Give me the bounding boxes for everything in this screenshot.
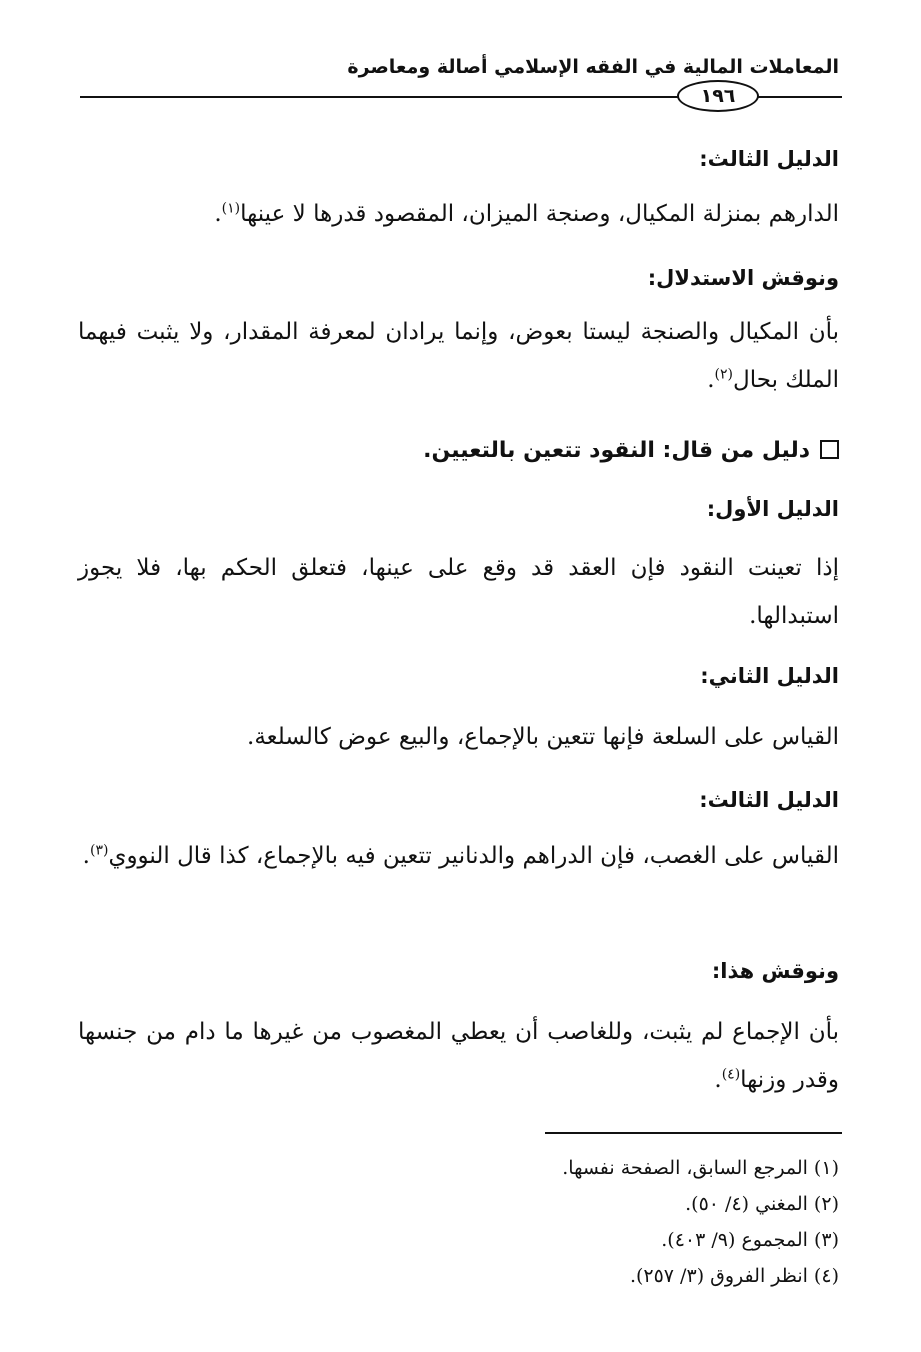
paragraph-text: الدارهم بمنزلة المكيال، وصنجة الميزان، المقصود قدرها لا عينها [240,201,839,227]
heading-discussion-1: ونوقش الاستدلال: [647,266,839,290]
paragraph-text: بأن المكيال والصنجة ليستا بعوض، وإنما يرادان لمعرفة المقدار، ولا يثبت فيهما الملك بحال [78,319,839,393]
paragraph-text: بأن الإجماع لم يثبت، وللغاصب أن يعطي المغصوب من غيرها ما دام من جنسها وقدر وزنها [78,1019,839,1093]
heading-second-evidence: الدليل الثاني: [700,664,839,688]
footnote-ref-3: (٣) [89,842,109,859]
running-title: المعاملات المالية في الفقه الإسلامي أصالة ومعاصرة [347,56,839,78]
section-heading [423,436,839,466]
paragraph-1 [78,190,839,238]
footnote-ref-2: (٢) [714,366,734,383]
paragraph-5 [78,832,839,880]
paragraph-text: القياس على الغصب، فإن الدراهم والدنانير تتعين فيه بالإجماع، كذا قال النووي [108,843,839,869]
heading-discussion-2: ونوقش هذا: [711,959,839,983]
footnote-ref-4: (٤) [721,1066,741,1083]
paragraph-text: إذا تعينت النقود فإن العقد قد وقع على عينها، فتعلق الحكم بها، فلا يجوز استبدالها. [78,555,839,629]
paragraph-tail: . [82,843,90,869]
paragraph-2 [78,308,839,404]
paragraph-3 [78,544,839,640]
footnote-4: (٤) انظر الفروق (٣/ ٢٥٧). [629,1265,839,1287]
footnote-2: (٢) المغني (٤/ ٥٠). [685,1193,839,1215]
page-number: ١٩٦ [677,80,759,112]
heading-third-evidence-2: الدليل الثالث: [699,788,839,812]
footnote-separator [545,1132,842,1134]
footnote-ref-1: (١) [221,200,241,217]
section-heading-text: دليل من قال: النقود تتعين بالتعيين. [423,438,810,463]
paragraph-4 [78,713,839,761]
footnotes [562,1150,839,1294]
paragraph-text: القياس على السلعة فإنها تتعين بالإجماع، والبيع عوض كالسلعة. [247,724,839,750]
paragraph-6 [78,1008,839,1104]
heading-third-evidence-1: الدليل الثالث: [699,147,839,171]
footnote-1: (١) المرجع السابق، الصفحة نفسها. [562,1157,839,1179]
paragraph-tail: . [707,367,715,393]
footnote-3: (٣) المجموع (٩/ ٤٠٣). [661,1229,839,1251]
paragraph-tail: . [214,201,222,227]
paragraph-tail: . [714,1067,722,1093]
heading-first-evidence: الدليل الأول: [706,497,839,521]
square-bullet-icon [820,440,839,459]
